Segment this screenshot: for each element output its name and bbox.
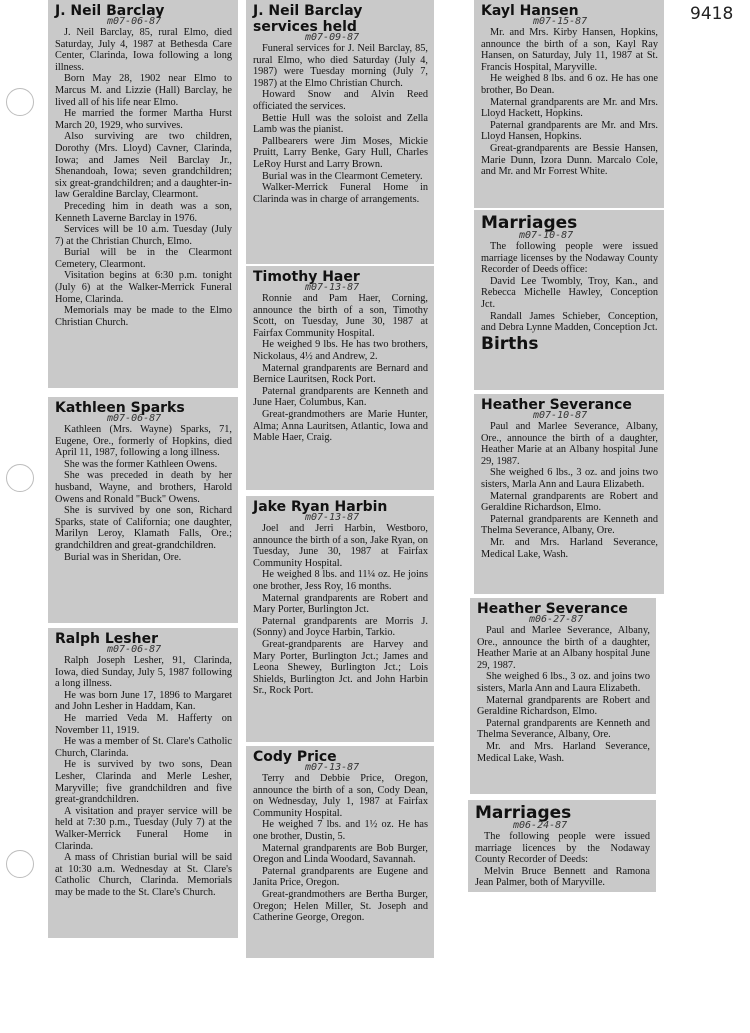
paragraph: He is survived by two sons, Dean Lesher, Clarinda and Merle Lesher, Maryville; five grandchildren and five great-grandchildren. [55,759,232,806]
clipping-kayl-hansen-birth [474,0,664,208]
date-stamp: m07-13-87 [305,512,360,523]
clipping-marriages-july [474,210,664,390]
paragraph: Burial will be in the Clearmont Cemetery, Clearmont. [55,247,232,270]
date-stamp: m07-06-87 [107,413,162,424]
paragraph: Paternal grandparents are Kenneth and June Haer, Columbus, Kan. [253,385,428,409]
paragraph: He married Veda M. Hafferty on November 11, 1919. [55,712,232,736]
paragraph: Paternal grandparents are Morris J. (Sonny) and Joyce Harbin, Tarkio. [253,615,428,639]
paragraph: He was a member of St. Clare's Catholic Church, Clarinda. [55,736,232,759]
paragraph: Maternal grandparents are Robert and Geraldine Richardson, Elmo. [481,490,658,514]
date-stamp: m07-15-87 [533,16,588,27]
binder-hole-middle [6,464,34,492]
clipping-title: Kayl Hansen [481,3,579,19]
date-stamp: m07-13-87 [305,762,360,773]
clipping-title: Marriages [481,213,578,233]
paragraph: She weighed 6 lbs., 3 oz. and joins two sisters, Marla Ann and Laura Elizabeth. [477,671,650,694]
date-stamp: m07-10-87 [533,410,588,421]
paragraph: A visitation and prayer service will be held at 7:30 p.m., Tuesday (July 7) at the Walker-Merrick Funeral Home in Clarinda. [55,805,232,852]
clipping-ralph-lesher-obituary [48,628,238,938]
paragraph: Randall James Schieber, Conception, and Debra Lynne Madden, Conception Jct. [481,310,658,334]
paragraph: Howard Snow and Alvin Reed officiated the services. [253,89,428,112]
clipping-title: Kathleen Sparks [55,400,185,416]
paragraph: Terry and Debbie Price, Oregon, announce the birth of a son, Cody Dean, on Wednesday, July 1, 1987 at Fairfax Community Hospital. [253,773,428,819]
clipping-title: Cody Price [253,749,337,765]
clipping-j-neil-barclay-obituary [48,0,238,388]
paragraph: Ronnie and Pam Haer, Corning, announce the birth of a son, Timothy Scott, on Tuesday, June 30, 1987 at Fairfax Community Hospital. [253,293,428,339]
paragraph: She was preceded in death by her husband, Wayne, and brothers, Harold Owens and Ronald "Buck" Owens. [55,470,232,505]
clipping-kathleen-sparks-obituary [48,397,238,623]
paragraph: Bettie Hull was the soloist and Zella Lamb was the pianist. [253,112,428,136]
paragraph: Memorials may be made to the Elmo Christian Church. [55,305,232,328]
date-stamp: m06-24-87 [513,820,568,831]
paragraph: Paternal grandparents are Mr. and Mrs. Lloyd Hansen, Hopkins. [481,119,658,143]
paragraph: She weighed 6 lbs., 3 oz. and joins two sisters, Marla Ann and Laura Elizabeth. [481,467,658,490]
paragraph: Burial was in Sheridan, Ore. [64,551,182,563]
paragraph: Maternal grandparents are Bernard and Bernice Lauritsen, Rock Port. [253,362,428,386]
paragraph: Born May 28, 1902 near Elmo to Marcus M. and Lizzie (Hall) Barclay, he lived all of his life near Elmo. [55,73,232,108]
paragraph: David Lee Twombly, Troy, Kan., and Rebecca Michelle Hawley, Conception Jct. [481,275,658,310]
paragraph: He was born June 17, 1896 to Margaret and John Lesher in Haddam, Kan. [55,689,232,713]
clipping-title: Marriages [475,803,572,823]
paragraph: Maternal grandparents are Robert and Mary Porter, Burlington Jct. [253,592,428,616]
paragraph: Mr. and Mrs. Kirby Hansen, Hopkins, announce the birth of a son, Kayl Ray Hansen, on Saturday, July 11, 1987 at St. Francis Hospital, Maryville. [481,27,658,73]
paragraph: Joel and Jerri Harbin, Westboro, announce the birth of a son, Jake Ryan, on Tuesday, June 30, 1987 at Fairfax Community Hospital. [253,523,428,569]
clipping-title: Heather Severance [477,601,628,617]
page-number: 9418 [690,4,734,24]
paragraph: Great-grandparents are Harvey and Mary Porter, Burlington Jct.; James and Leona Shewey, Burlington Jct.; Lois Shields, Burlington Jct. and John Harbin Sr., Rock Port. [253,638,428,697]
date-stamp: m07-13-87 [305,282,360,293]
date-stamp: m07-10-87 [519,230,574,241]
date-stamp: m07-09-87 [305,32,360,43]
paragraph: Great-grandmothers are Marie Hunter, Alma; Anna Lauritsen, Atlantic, Iowa and Mable Haer, Craig. [253,408,428,444]
clipping-title: Heather Severance [481,397,632,413]
paragraph: Maternal grandparents are Robert and Geraldine Richardson, Elmo. [477,694,650,718]
paragraph: Visitation begins at 6:30 p.m. tonight (July 6) at the Walker-Merrick Funeral Home, Clarinda. [55,270,232,305]
binder-hole-bottom [6,850,34,878]
clipping-marriages-june [468,800,656,892]
paragraph: A mass of Christian burial will be said at 10:30 a.m. Wednesday at St. Clare's Catholic Church, Clarinda. Memorials may be made to the St. Clare's Church. [55,852,232,898]
date-stamp: m07-06-87 [107,644,162,655]
paragraph: Paul and Marlee Severance, Albany, Ore., announce the birth of a daughter, Heather Marie at an Albany hospital June 29, 1987. [481,421,658,467]
clipping-timothy-haer-birth [246,266,434,490]
paragraph: She is survived by one son, Richard Sparks, state of California; one daughter, Marilyn Leroy, Klamath Falls, Ore.; grandchildren and great-grandchildren. [55,505,232,551]
clipping-barclay-services-held [246,0,434,264]
clipping-cody-price-birth [246,746,434,958]
paragraph: Mr. and Mrs. Harland Severance, Medical Lake, Wash. [477,740,650,764]
clipping-jake-ryan-harbin-birth [246,496,434,742]
paragraph: Paternal grandparents are Kenneth and Thelma Severance, Albany, Ore. [481,513,658,537]
paragraph: Paul and Marlee Severance, Albany, Ore., announce the birth of a daughter, Heather Marie at an Albany hospital June 29, 1987. [477,625,650,671]
paragraph: J. Neil Barclay, 85, rural Elmo, died Saturday, July 4, 1987 at Bethesda Care Center, Clarinda, Iowa following a long illness. [55,27,232,73]
paragraph: The following people were issued marriage licenses by the Nodaway County Recorder of Deeds office: [481,241,658,276]
paragraph: He weighed 7 lbs. and 1½ oz. He has one brother, Dustin, 5. [253,819,428,842]
date-stamp: m06-27-87 [529,614,584,625]
clipping-heather-severance-birth-1 [474,394,664,594]
paragraph: Great-grandparents are Bessie Hansen, Marie Dunn, Izora Dunn. Marcalo Cole, and Mr. and Mr Forrest White. [481,142,658,178]
paragraph: The following people were issued marriage licences by the Nodaway County Recorder of Deeds: [475,831,650,866]
births-heading: Births [481,333,539,354]
paragraph: He married the former Martha Hurst March 20, 1929, who survives. [55,108,232,131]
paragraph: Burial was in the Clearmont Cemetery. [262,170,423,182]
paragraph: Funeral services for J. Neil Barclay, 85, rural Elmo, who died Saturday (July 4, 1987) were Tuesday morning (July 7, 1987) at the Elmo Christian Church. [253,43,428,89]
clipping-title: Timothy Haer [253,269,360,285]
paragraph: Melvin Bruce Bennett and Ramona Jean Palmer, both of Maryville. [475,865,650,889]
paragraph: Also surviving are two children, Dorothy (Mrs. Lloyd) Cavner, Clarinda, Iowa; and James Neil Barclay Jr., Shenandoah, Iowa; seven grandchildren; six great-grandchildren; and a daughter-in-law Geraldine Barclay, Clearmont. [55,131,232,201]
paragraph: Paternal grandparents are Kenneth and Thelma Severance, Albany, Ore. [477,717,650,741]
date-stamp: m07-06-87 [107,16,162,27]
clipping-heather-severance-birth-2 [470,598,656,794]
paragraph: Mr. and Mrs. Harland Severance, Medical Lake, Wash. [481,536,658,560]
clipping-title: J. Neil Barclay services held [253,3,363,35]
clipping-title: Jake Ryan Harbin [253,499,388,515]
paragraph: Walker-Merrick Funeral Home in Clarinda was in charge of arrangements. [253,182,428,205]
paragraph: Great-grandmothers are Bertha Burger, Oregon; Helen Miller, St. Joseph and Catherine George, Oregon. [253,888,428,924]
paragraph: Maternal grandparents are Mr. and Mrs. Lloyd Hackett, Hopkins. [481,96,658,120]
clipping-title: J. Neil Barclay [55,3,165,19]
clipping-title: Ralph Lesher [55,631,159,647]
paragraph: Kathleen (Mrs. Wayne) Sparks, 71, Eugene, Ore., formerly of Hopkins, died April 11, 1987, following a long illness. [55,424,232,459]
paragraph: He weighed 8 lbs. and 11¼ oz. He joins one brother, Jess Roy, 16 months. [253,569,428,592]
paragraph: Preceding him in death was a son, Kenneth Laverne Barclay in 1976. [55,200,232,224]
paragraph: He weighed 8 lbs. and 6 oz. He has one brother, Bo Dean. [481,73,658,96]
paragraph: She was the former Kathleen Owens. [64,458,218,470]
paragraph: Services will be 10 a.m. Tuesday (July 7) at the Christian Church, Elmo. [55,224,232,247]
paragraph: Paternal grandparents are Eugene and Janita Price, Oregon. [253,865,428,889]
paragraph: He weighed 9 lbs. He has two brothers, Nickolaus, 4½ and Andrew, 2. [253,339,428,362]
binder-hole-top [6,88,34,116]
paragraph: Ralph Joseph Lesher, 91, Clarinda, Iowa, died Sunday, July 5, 1987 following a long illness. [55,655,232,690]
paragraph: Maternal grandparents are Bob Burger, Oregon and Linda Woodard, Savannah. [253,842,428,866]
paragraph: Pallbearers were Jim Moses, Mickie Pruitt, Larry Benke, Gary Hull, Charles LeRoy Hurst and Larry Brown. [253,135,428,170]
